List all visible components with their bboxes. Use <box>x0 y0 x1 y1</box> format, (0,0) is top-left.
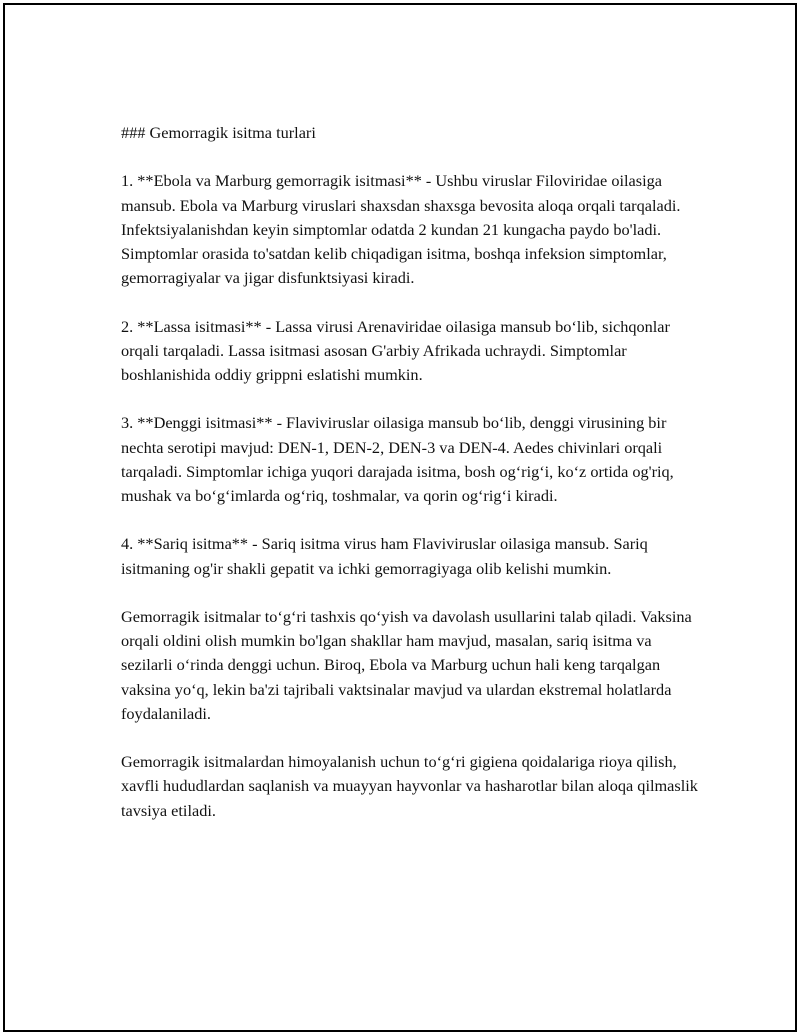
paragraph-denggi: 3. **Denggi isitmasi** - Flaviviruslar oilasiga mansub bo‘lib, denggi virusining bir nechta serotipi mavjud: DEN-1, DEN-2, DEN-3 va DEN-4. Aedes chivinlari orqali tarqaladi. Simptomlar ichiga yuqori darajada isitma, bosh og‘rig‘i, ko‘z ortida og'riq, mushak va bo‘g‘imlarda og‘riq, toshmalar, va qorin og‘rig‘i kiradi. <box>121 413 674 505</box>
paragraph-ebola-marburg: 1. **Ebola va Marburg gemorragik isitmasi** - Ushbu viruslar Filoviridae oilasiga mansub. Ebola va Marburg viruslari shaxsdan shaxsga bevosita aloqa orqali tarqaladi. Infektsiyalanishdan keyin simptomlar odatda 2 kundan 21 kungacha paydo bo'ladi. Simptomlar orasida to'satdan kelib chiqadigan isitma, boshqa infeksion simptomlar, gemorragiyalar va jigar disfunktsiyasi kiradi. <box>121 171 681 288</box>
paragraph-lassa: 2. **Lassa isitmasi** - Lassa virusi Arenaviridae oilasiga mansub bo‘lib, sichqonlar orqali tarqaladi. Lassa isitmasi asosan G'arbiy Afrikada uchraydi. Simptomlar boshlanishida oddiy grippni eslatishi mumkin. <box>121 316 670 384</box>
page-frame <box>3 3 797 1032</box>
paragraph-sariq: 4. **Sariq isitma** - Sariq isitma virus ham Flaviviruslar oilasiga mansub. Sariq isitmaning og'ir shakli gepatit va ichki gemorragiyaga olib kelishi mumkin. <box>121 534 648 578</box>
document-heading: ### Gemorragik isitma turlari <box>121 123 316 142</box>
document-body <box>121 121 701 847</box>
paragraph-prevention: Gemorragik isitmalardan himoyalanish uchun to‘g‘ri gigiena qoidalariga rioya qilish, xavfli hududlardan saqlanish va muayyan hayvonlar va hasharotlar bilan aloqa qilmaslik tavsiya etiladi. <box>121 752 698 820</box>
paragraph-treatment: Gemorragik isitmalar to‘g‘ri tashxis qo‘yish va davolash usullarini talab qiladi. Vaksina orqali oldini olish mumkin bo'lgan shakllar ham mavjud, masalan, sariq isitma va sezilarli o‘rinda denggi uchun. Biroq, Ebola va Marburg uchun hali keng tarqalgan vaksina yo‘q, lekin ba'zi tajribali vaktsinalar mavjud va ulardan ekstremal holatlarda foydalaniladi. <box>121 606 692 723</box>
